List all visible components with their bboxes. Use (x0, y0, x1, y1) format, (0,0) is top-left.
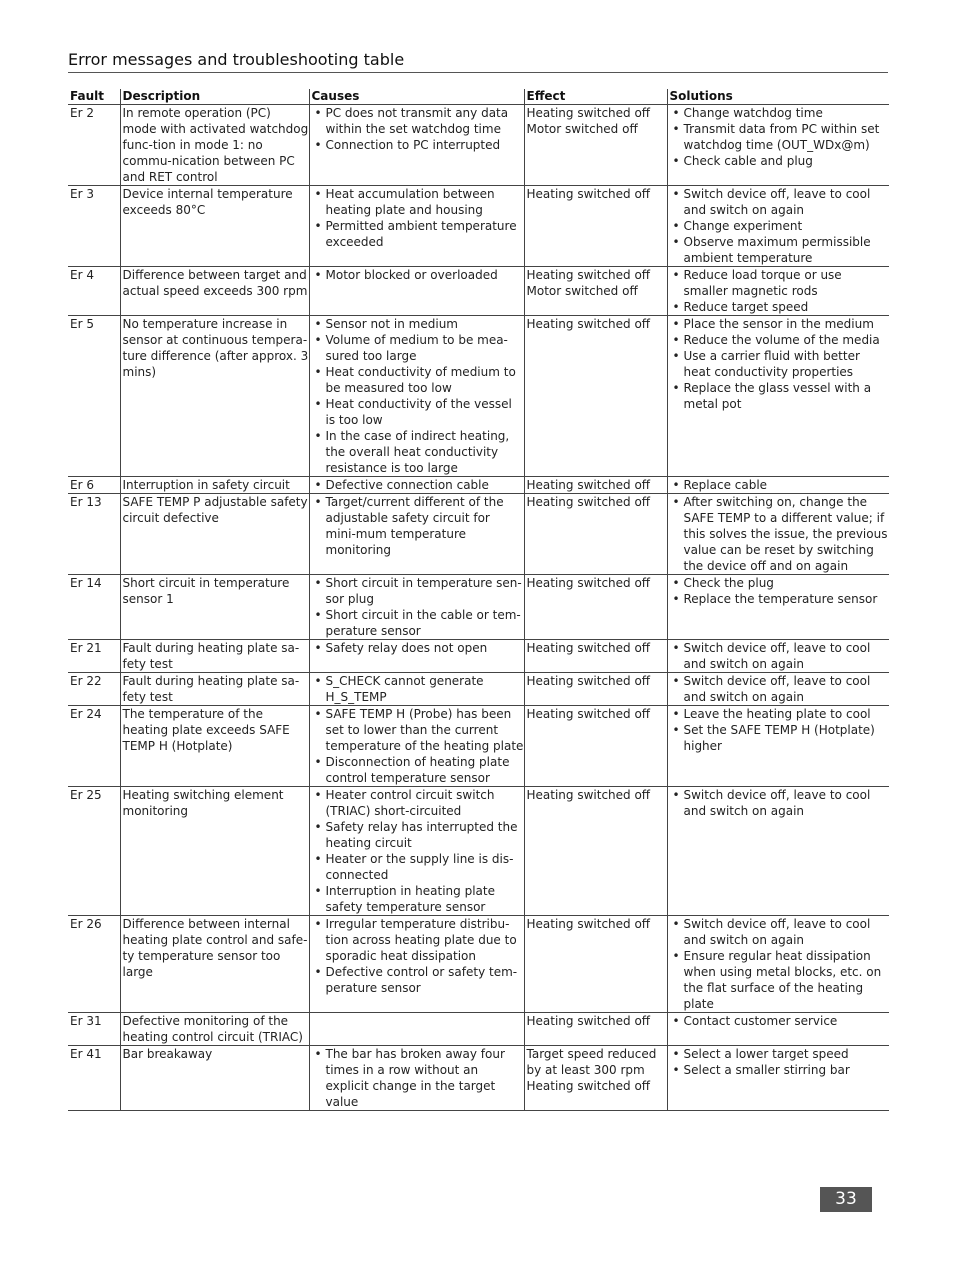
fault-causes (309, 316, 524, 477)
solution-item: • Observe maximum permissible ambient temperature (670, 234, 890, 266)
column-header-causes: Causes (309, 89, 524, 105)
cause-item: • Volume of medium to be mea-sured too large (312, 332, 524, 364)
page-number: 33 (820, 1187, 872, 1212)
table-row (68, 706, 889, 787)
fault-code: Er 21 (68, 640, 120, 673)
solution-item: • Check cable and plug (670, 153, 890, 169)
fault-solutions (667, 787, 889, 916)
fault-code: Er 6 (68, 477, 120, 494)
fault-causes (309, 916, 524, 1013)
cause-item: • Safety relay does not open (312, 640, 524, 656)
solution-item: • Change experiment (670, 218, 890, 234)
fault-effect (524, 706, 667, 787)
column-header-effect: Effect (524, 89, 667, 105)
cause-item: • The bar has broken away four times in a row without an explicit change in the target value (312, 1046, 524, 1110)
fault-causes (309, 105, 524, 186)
cause-item: • Short circuit in the cable or tem-perature sensor (312, 607, 524, 639)
effect-line: Motor switched off (526, 122, 638, 136)
solution-item: • Switch device off, leave to cool and switch on again (670, 673, 890, 705)
table-row (68, 477, 889, 494)
table-row (68, 787, 889, 916)
fault-effect (524, 916, 667, 1013)
solution-item: • Select a lower target speed (670, 1046, 890, 1062)
fault-solutions (667, 186, 889, 267)
fault-description: Difference between target and actual speed exceeds 300 rpm (120, 267, 309, 316)
fault-solutions (667, 640, 889, 673)
solution-item: • Reduce the volume of the media (670, 332, 890, 348)
effect-line: Heating switched off (526, 707, 651, 721)
solution-item: • Reduce load torque or use smaller magnetic rods (670, 267, 890, 299)
effect-line: Heating switched off (526, 106, 651, 120)
fault-description: Short circuit in temperature sensor 1 (120, 575, 309, 640)
fault-description: Fault during heating plate sa-fety test (120, 673, 309, 706)
fault-description: SAFE TEMP P adjustable safety circuit defective (120, 494, 309, 575)
solution-item: • Replace the glass vessel with a metal pot (670, 380, 890, 412)
fault-code: Er 4 (68, 267, 120, 316)
fault-code: Er 41 (68, 1046, 120, 1111)
solution-item: • Switch device off, leave to cool and switch on again (670, 787, 890, 819)
fault-causes (309, 477, 524, 494)
effect-line: Motor switched off (526, 284, 638, 298)
fault-code: Er 24 (68, 706, 120, 787)
troubleshooting-table (68, 89, 889, 1111)
solution-item: • Place the sensor in the medium (670, 316, 890, 332)
solution-item: • Switch device off, leave to cool and switch on again (670, 640, 890, 672)
table-row (68, 267, 889, 316)
effect-line: Heating switched off (526, 576, 651, 590)
cause-item: • Heat conductivity of the vessel is too low (312, 396, 524, 428)
fault-solutions (667, 105, 889, 186)
solution-item: • Use a carrier fluid with better heat conductivity properties (670, 348, 890, 380)
solution-item: • Check the plug (670, 575, 890, 591)
effect-line: Target speed reduced by at least 300 rpm (526, 1047, 657, 1077)
cause-item: • Heater or the supply line is dis-connected (312, 851, 524, 883)
fault-causes (309, 1013, 524, 1046)
cause-item: • Heater control circuit switch (TRIAC) short-circuited (312, 787, 524, 819)
cause-item: • Short circuit in temperature sen-sor plug (312, 575, 524, 607)
solution-item: • Replace the temperature sensor (670, 591, 890, 607)
fault-description: Bar breakaway (120, 1046, 309, 1111)
fault-description: Defective monitoring of the heating control circuit (TRIAC) (120, 1013, 309, 1046)
column-header-solutions: Solutions (667, 89, 889, 105)
fault-effect (524, 1013, 667, 1046)
table-body (68, 105, 889, 1111)
solution-item: • Replace cable (670, 477, 890, 493)
fault-solutions (667, 1046, 889, 1111)
fault-causes (309, 494, 524, 575)
solution-item: • Select a smaller stirring bar (670, 1062, 890, 1078)
solution-item: • Set the SAFE TEMP H (Hotplate) higher (670, 722, 890, 754)
fault-description: Fault during heating plate sa-fety test (120, 640, 309, 673)
solution-item: • After switching on, change the SAFE TEMP to a different value; if this solves the issue, the previous value can be reset by switching the device off and on again (670, 494, 890, 574)
fault-code: Er 26 (68, 916, 120, 1013)
fault-solutions (667, 494, 889, 575)
fault-code: Er 25 (68, 787, 120, 916)
fault-solutions (667, 673, 889, 706)
table-row (68, 186, 889, 267)
effect-line: Heating switched off (526, 1079, 651, 1093)
effect-line: Heating switched off (526, 187, 651, 201)
cause-item: • SAFE TEMP H (Probe) has been set to lower than the current temperature of the heating plate (312, 706, 524, 754)
cause-item: • Irregular temperature distribu-tion across heating plate due to sporadic heat dissipation (312, 916, 524, 964)
fault-description: Interruption in safety circuit (120, 477, 309, 494)
table-row (68, 1013, 889, 1046)
fault-effect (524, 575, 667, 640)
fault-description: No temperature increase in sensor at continuous tempera-ture difference (after approx. 3 mins) (120, 316, 309, 477)
fault-causes (309, 1046, 524, 1111)
fault-solutions (667, 267, 889, 316)
fault-effect (524, 494, 667, 575)
fault-code: Er 14 (68, 575, 120, 640)
fault-code: Er 5 (68, 316, 120, 477)
fault-causes (309, 706, 524, 787)
fault-effect (524, 267, 667, 316)
fault-effect (524, 186, 667, 267)
cause-item: • Connection to PC interrupted (312, 137, 524, 153)
fault-effect (524, 105, 667, 186)
effect-line: Heating switched off (526, 268, 651, 282)
cause-item: • Sensor not in medium (312, 316, 524, 332)
fault-solutions (667, 575, 889, 640)
table-row (68, 1046, 889, 1111)
fault-description: In remote operation (PC) mode with activated watchdog func-tion in mode 1: no commu-nication between PC and RET control (120, 105, 309, 186)
fault-effect (524, 673, 667, 706)
effect-line: Heating switched off (526, 788, 651, 802)
fault-causes (309, 267, 524, 316)
solution-item: • Ensure regular heat dissipation when using metal blocks, etc. on the flat surface of the heating plate (670, 948, 890, 1012)
fault-solutions (667, 706, 889, 787)
cause-item: • Defective control or safety tem-perature sensor (312, 964, 524, 996)
cause-item: • In the case of indirect heating, the overall heat conductivity resistance is too large (312, 428, 524, 476)
fault-causes (309, 186, 524, 267)
fault-description: Difference between internal heating plate control and safe-ty temperature sensor too large (120, 916, 309, 1013)
cause-item: • PC does not transmit any data within the set watchdog time (312, 105, 524, 137)
effect-line: Heating switched off (526, 641, 651, 655)
table-row (68, 916, 889, 1013)
fault-causes (309, 575, 524, 640)
solution-item: • Transmit data from PC within set watchdog time (OUT_WDx@m) (670, 121, 890, 153)
cause-item: • Safety relay has interrupted the heating circuit (312, 819, 524, 851)
solution-item: • Switch device off, leave to cool and switch on again (670, 186, 890, 218)
table-header-row (68, 89, 889, 105)
cause-item: • Heat accumulation between heating plate and housing (312, 186, 524, 218)
table-row (68, 105, 889, 186)
fault-solutions (667, 477, 889, 494)
table-row (68, 640, 889, 673)
cause-item: • Disconnection of heating plate control temperature sensor (312, 754, 524, 786)
fault-solutions (667, 1013, 889, 1046)
table-row (68, 494, 889, 575)
effect-line: Heating switched off (526, 917, 651, 931)
cause-item: • Heat conductivity of medium to be measured too low (312, 364, 524, 396)
fault-code: Er 3 (68, 186, 120, 267)
solution-item: • Switch device off, leave to cool and switch on again (670, 916, 890, 948)
fault-causes (309, 673, 524, 706)
effect-line: Heating switched off (526, 674, 651, 688)
page-title: Error messages and troubleshooting table (68, 50, 888, 73)
column-header-description: Description (120, 89, 309, 105)
solution-item: • Reduce target speed (670, 299, 890, 315)
cause-item: • Target/current different of the adjustable safety circuit for mini-mum temperature monitoring (312, 494, 524, 558)
fault-effect (524, 787, 667, 916)
cause-item: • Defective connection cable (312, 477, 524, 493)
table-row (68, 673, 889, 706)
fault-effect (524, 640, 667, 673)
fault-effect (524, 1046, 667, 1111)
fault-solutions (667, 916, 889, 1013)
effect-line: Heating switched off (526, 1014, 651, 1028)
fault-description: The temperature of the heating plate exceeds SAFE TEMP H (Hotplate) (120, 706, 309, 787)
fault-description: Device internal temperature exceeds 80°C (120, 186, 309, 267)
effect-line: Heating switched off (526, 317, 651, 331)
fault-description: Heating switching element monitoring (120, 787, 309, 916)
cause-item: • S_CHECK cannot generate H_S_TEMP (312, 673, 524, 705)
fault-effect (524, 316, 667, 477)
table-row (68, 316, 889, 477)
solution-item: • Change watchdog time (670, 105, 890, 121)
cause-item: • Interruption in heating plate safety temperature sensor (312, 883, 524, 915)
cause-item: • Motor blocked or overloaded (312, 267, 524, 283)
fault-code: Er 13 (68, 494, 120, 575)
fault-code: Er 22 (68, 673, 120, 706)
fault-effect (524, 477, 667, 494)
fault-code: Er 2 (68, 105, 120, 186)
cause-item: • Permitted ambient temperature exceeded (312, 218, 524, 250)
solution-item: • Contact customer service (670, 1013, 890, 1029)
table-row (68, 575, 889, 640)
fault-solutions (667, 316, 889, 477)
fault-code: Er 31 (68, 1013, 120, 1046)
fault-causes (309, 640, 524, 673)
fault-causes (309, 787, 524, 916)
effect-line: Heating switched off (526, 495, 651, 509)
effect-line: Heating switched off (526, 478, 651, 492)
solution-item: • Leave the heating plate to cool (670, 706, 890, 722)
column-header-fault: Fault (68, 89, 120, 105)
